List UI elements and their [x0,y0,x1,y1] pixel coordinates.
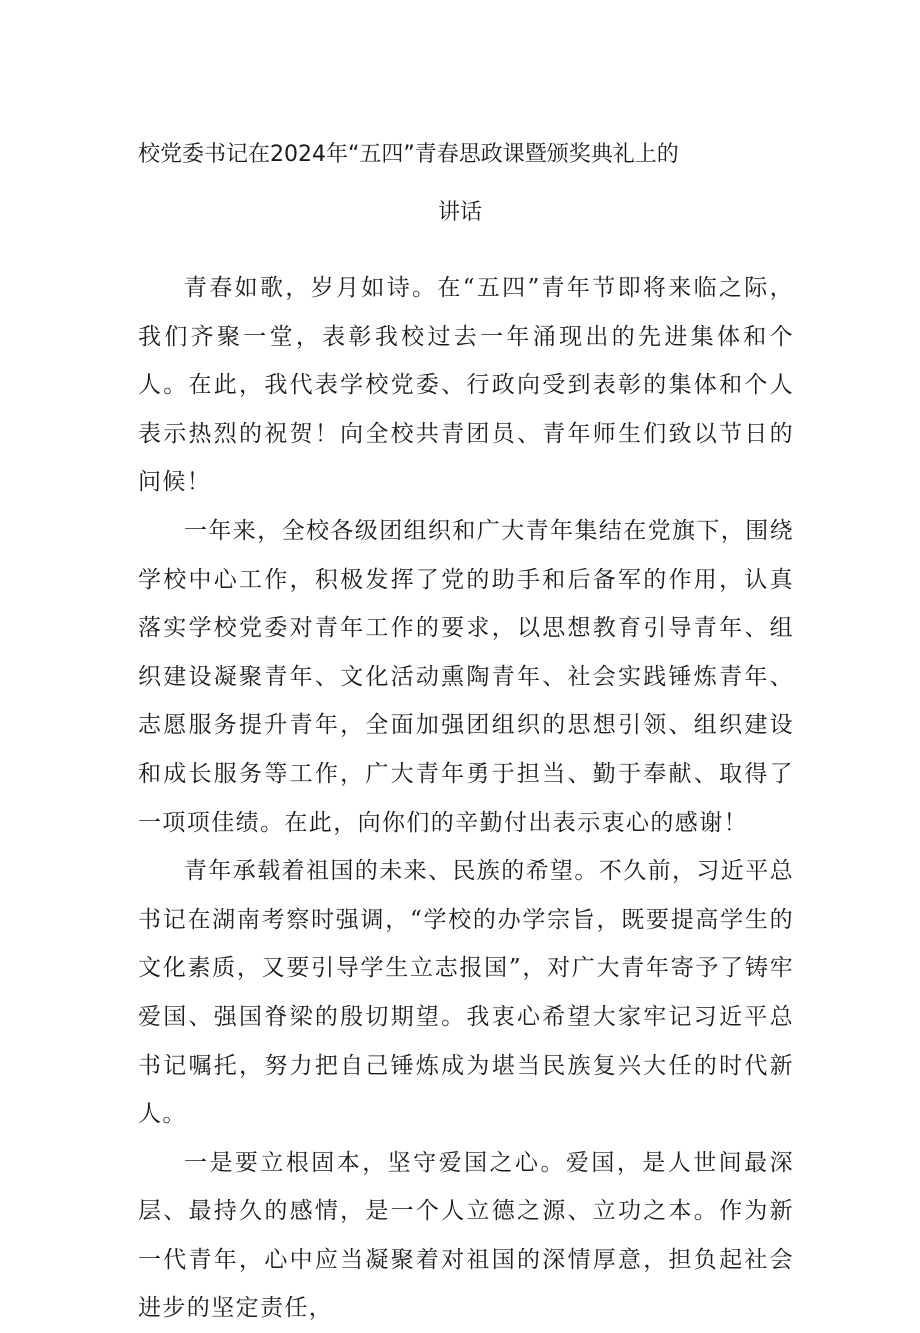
document-title-line-2: 讲话 [437,200,482,225]
paragraph-1: 青春如歌，岁月如诗。在“五四”青年节即将来临之际，我们齐聚一堂，表彰我校过去一年涌现出的先进集体和个人。在此，我代表学校党委、行政向受到表彰的集体和个人表示热烈的祝贺！向全校共青团员、青年师生们致以节日的问候！ [138,275,794,496]
document-title-line-1: 校党委书记在2024年“五四”青春思政课暨颁奖典礼上的 [138,142,679,167]
paragraph-2: 一年来，全校各级团组织和广大青年集结在党旗下，围绕学校中心工作，积极发挥了党的助手和后备军的作用，认真落实学校党委对青年工作的要求，以思想教育引导青年、组织建设凝聚青年、文化活动熏陶青年、社会实践锤炼青年、志愿服务提升青年，全面加强团组织的思想引领、组织建设和成长服务等工作，广大青年勇于担当、勤于奉献、取得了一项项佳绩。在此，向你们的辛勤付出表示衷心的感谢！ [138,517,794,836]
paragraph-4: 一是要立根固本，坚守爱国之心。爱国，是人世间最深层、最持久的感情，是一个人立德之源、立功之本。作为新一代青年，心中应当凝聚着对祖国的深情厚意，担负起社会进步的坚定责任， [138,1149,794,1322]
document-body [138,264,794,1333]
paragraph-3: 青年承载着祖国的未来、民族的希望。不久前，习近平总书记在湖南考察时强调，“学校的办学宗旨，既要提高学生的文化素质，又要引导学生立志报国”，对广大青年寄予了铸牢爱国、强国脊梁的殷切期望。我衷心希望大家牢记习近平总书记嘱托，努力把自己锤炼成为堪当民族复兴大任的时代新人。 [138,858,794,1128]
